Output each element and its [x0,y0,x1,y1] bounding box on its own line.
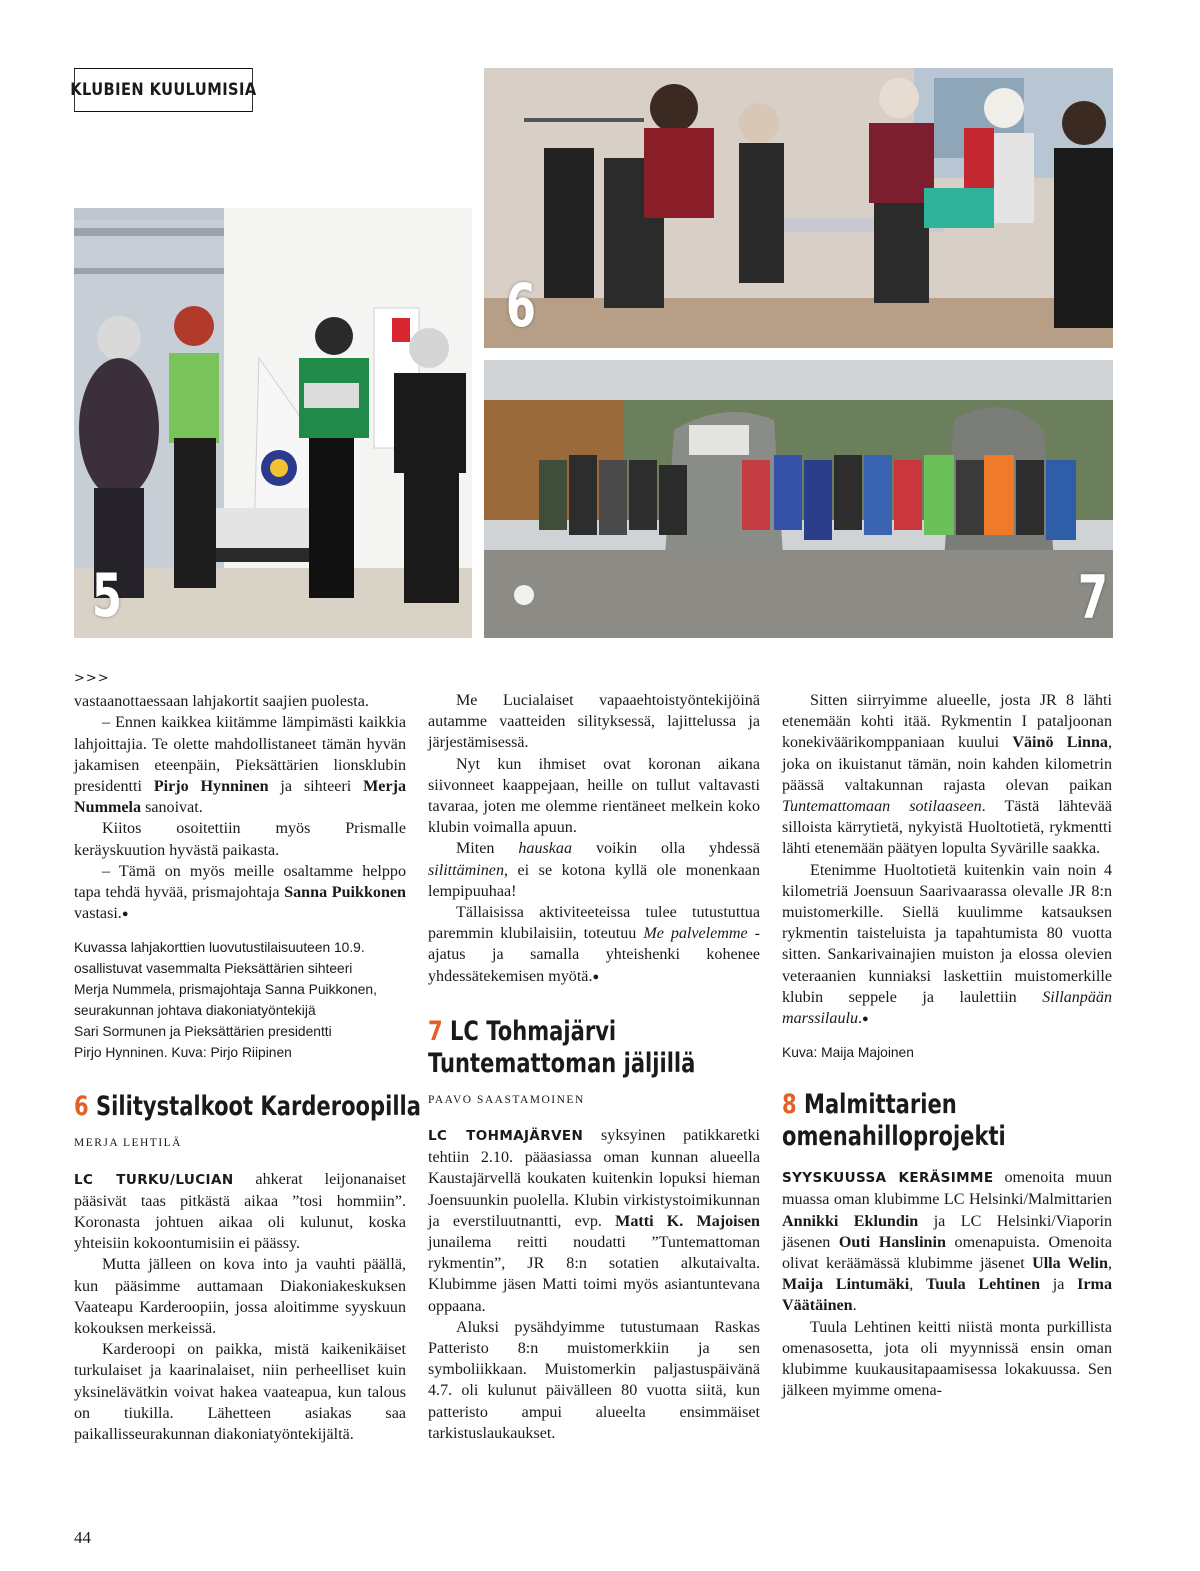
page-number: 44 [74,1528,91,1547]
article-8-heading: 8 Malmittarien [782,1089,957,1121]
person-name: Sanna Puikkonen [284,884,406,902]
article-8-heading-line2: omenahilloprojekti [782,1121,1006,1153]
paragraph: SYYSKUUSSA KERÄSIMME omenoita muun muassa oman klubimme LC Helsinki/Malmittarien Annikki Eklundin ja LC Helsinki/Viaporin jäsenen Outi Hanslinin omenapuista. Omenoita olivat keräämässä klubimme jäsenet Ulla Welin, Maija Lintumäki, Tuula Lehtinen ja Irma Väätäinen. [782,1169,1113,1315]
paragraph: Miten hauskaa voikin olla yhdessä silittäminen, ei se kotona kyllä ole monenkaan lempipuuhaa! [428,840,760,900]
person-name: Irma Väätäinen [782,1276,1112,1315]
paragraph: vastaanottaessaan lahjakortit saajien puolesta. [74,693,369,711]
caption-line: seurakunnan johtava diakoniatyöntekijä [74,1003,316,1019]
end-mark: ● [862,1013,869,1026]
paragraph: – Tämä on myös meille osaltamme helppo tapa tehdä hyvää, prismajohtaja Sanna Puikkonen vastasi.● [74,862,406,923]
club-name: LC TOHMAJÄRVEN [428,1128,584,1145]
article-6-byline: MERJA LEHTILÄ [74,1137,182,1150]
column-2 [428,690,760,1444]
caption-line: Merja Nummela, prismajohtaja Sanna Puikkonen, [74,982,377,998]
paragraph: Karderoopi on paikka, mistä kaikenikäiset turkulaiset ja kaarinalaiset, niin perheelliset kuin yksinelävätkin voivat hakea vaateapua, kun talous on tiukilla. Lähetteen asiakas saa paikallisseurakunnan diakoniatyöntekijältä. [74,1341,406,1444]
article-7-heading-line2: Tuntemattoman jäljillä [428,1047,696,1079]
person-name: Outi Hanslinin [838,1233,946,1251]
caption-line: Kuvassa lahjakorttien luovutustilaisuuteen 10.9. [74,940,365,956]
paragraph: Mutta jälleen on kova into ja vauhti päällä, kun pääsimme auttamaan Diakoniakeskuksen Vaateapu Karderoopiin, jossa aloitimme syyskuun kokouksen merkeissä. [74,1256,406,1338]
paragraph: Me Lucialaiset vapaaehtoistyöntekijöinä autamme vaatteiden silityksessä, lajittelussa ja järjestämisessä. [428,692,760,752]
club-name: LC TURKU/LUCIAN [74,1171,234,1188]
caption-line: Pirjo Hynninen. Kuva: Pirjo Riipinen [74,1045,292,1061]
photo-7-hiking-group [484,360,1113,638]
person-name: Matti K. Majoisen [615,1212,760,1230]
article-7-heading: 7 LC Tohmajärvi [428,1015,617,1047]
paragraph: – Ennen kaikkea kiitämme lämpimästi kaikkia lahjoittajia. Te olette mahdollistaneet tämän hyvän jakamisen eteenpäin, Pieksättärien lionsklubin presidentti Pirjo Hynninen ja sihteeri Merja Nummela sanoivat. [74,714,406,817]
photo-7-number: 7 [1077,563,1108,633]
section-tag: KLUBIEN KUULUMISIA [74,68,253,112]
photo-5-number: 5 [91,561,122,631]
photo-caption [74,937,406,1063]
caption-line: Sari Sormunen ja Pieksättärien presidentti [74,1024,332,1040]
photo-6-number: 6 [505,271,536,341]
article-number: 7 [428,1015,443,1047]
person-name: Väinö Linna [1012,734,1108,752]
person-name: Tuula Lehtinen [925,1276,1041,1294]
photo-6-ironing-volunteers [484,68,1113,348]
person-name: Ulla Welin [1032,1255,1108,1273]
end-mark: ● [592,970,600,983]
photo-5-lions-giftcard-handover [74,208,472,638]
paragraph: Tällaisissa aktiviteeteissa tulee tutustuttua paremmin klubilaisiin, toteutuu Me palvelemme -ajatus ja samalla yhteishenki kohenee yhdessätekemisen myötä.● [428,904,760,985]
photo-caption: Kuva: Maija Majoinen [782,1045,914,1061]
lead-in: SYYSKUUSSA KERÄSIMME [782,1170,994,1187]
caption-line: osallistuvat vasemmalta Pieksättärien sihteeri [74,961,353,977]
paragraph: Tuula Lehtinen keitti niistä monta purkillista omenasosetta, jota oli myynnissä ensin oman klubimme kuukausitapaamisessa lokakuussa. Sen jälkeen myimme omena- [782,1318,1112,1400]
paragraph: LC TOHMAJÄRVEN syksyinen patikkaretki tehtiin 2.10. pääasiassa oman kunnan alueella Kaustajärvellä koukaten kuitenkin lopuksi hieman Joensuunkin puolella. Klubin virkistystoimikunnan ja everstiluutnantti, evp. Matti K. Majoisen junailema reitti noudatti ”Tuntemattoman rykmentin”, JR 8:n sotatien alkutaivalta. Klubimme jäsen Matti toimi myös asiantuntevana oppaana. [428,1127,760,1315]
article-number: 6 [74,1091,89,1123]
paragraph: Kiitos osoitettiin myös Prismalle keräyskuution hyvästä paikasta. [74,820,406,859]
column-3 [782,690,1112,1401]
column-1 [74,668,421,1445]
paragraph: LC TURKU/LUCIAN ahkerat leijonanaiset pääsivät taas pitkästä aikaa ”tosi hommiin”. Koronasta johtuen aikaa oli kulunut, koska yhteisiin kokoontumisiin ei päässy. [74,1170,407,1253]
article-number: 8 [782,1089,797,1121]
paragraph: Aluksi pysähdyimme tutustumaan Raskas Patteristo 8:n muistomerkkiin ja sen symboliikkaan. Muistomerkin paljastuspäivänä 4.7. oli kulunut päivälleen 80 vuotta siitä, kun patteristo ampui alueelta ensimmäiset tarkistuslaukaukset. [428,1318,760,1442]
person-name: Pirjo Hynninen [153,778,269,796]
end-mark: ● [121,908,129,921]
continued-marker: >>> [74,671,110,686]
person-name: Merja Nummela [74,778,406,817]
person-name: Annikki Eklundin [782,1212,919,1230]
person-name: Maija Lintumäki [782,1276,910,1294]
article-7-byline: PAAVO SAASTAMOINEN [428,1093,585,1106]
paragraph: Sitten siirryimme alueelle, josta JR 8 lähti etenemään kohti itää. Rykmentin I pataljoonan konekiväärikomppaniaan kuului Väinö Linna, joka on ikuistanut tämän, noin kahden kilometrin päässä valtakunnan rajasta olevan paikan Tuntemattomaan sotilaaseen. Tästä lähtevää silloista kärrytietä, nykyistä Huoltotietä, rykmentti lähti etenemään päätyen lopulta Syvärille saakka. [782,692,1112,858]
paragraph: Nyt kun ihmiset ovat koronan aikana siivonneet kaappejaan, heille on tullut valtavasti tavaraa, joten me olemme rientäneet melkein koko klubin voimalla apuun. [428,755,760,837]
paragraph: Etenimme Huoltotietä kuitenkin vain noin 4 kilometriä Joensuun Saarivaarassa olevalle JR 8:n muistomerkille. Siellä kuulimme katsauksen rykmentin taisteluista ja tapahtumista 80 vuotta sitten. Sankarivainajien muiston ja elossa olevien veteraanien kunniaksi laskettiin muistomerkille klubin seppele ja laulettiin Sillanpään marssilaulu.● [782,861,1112,1028]
article-6-heading: 6 Silitystalkoot Karderoopilla [74,1091,421,1123]
